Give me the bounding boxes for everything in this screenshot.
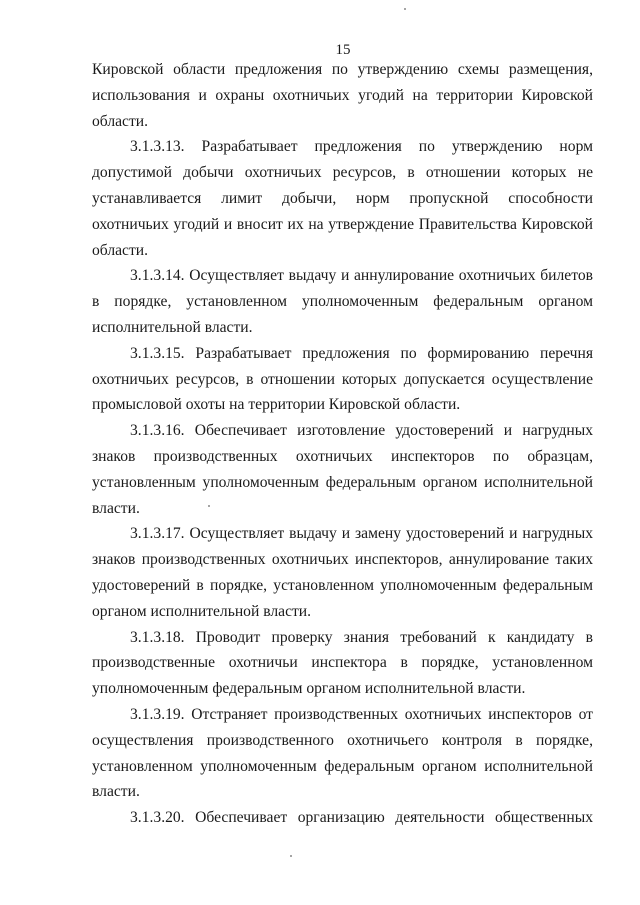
paragraph-3-1-3-16: 3.1.3.16. Обеспечивает изготовление удостоверений и нагрудных знаков производственных охотничьих инспекторов по образцам, установленным уполномоченным федеральным органом исполнительной власти. xyxy=(92,422,593,517)
paragraph-3-1-3-15: 3.1.3.15. Разрабатывает предложения по формированию перечня охотничьих ресурсов, в отношении которых допускается осуществление промысловой охоты на территории Кировской области. xyxy=(92,344,593,414)
scan-speck xyxy=(290,855,292,857)
scan-speck xyxy=(208,505,210,507)
paragraph-3-1-3-18: 3.1.3.18. Проводит проверку знания требований к кандидату в производственные охотничьи инспектора в порядке, установленном уполномоченным федеральным органом исполнительной власти. xyxy=(92,628,593,698)
paragraph-3-1-3-17: 3.1.3.17. Осуществляет выдачу и замену удостоверений и нагрудных знаков производственных охотничьих инспекторов, аннулирование таких удостоверений в порядке, установленном уполномоченным федеральным органом исполнительной власти. xyxy=(92,525,593,620)
scan-speck xyxy=(404,8,406,10)
page-number: 15 xyxy=(335,42,351,58)
document-body xyxy=(92,57,593,831)
paragraph-3-1-3-19: 3.1.3.19. Отстраняет производственных охотничьих инспекторов от осуществления производственного охотничьего контроля в порядке, установленном уполномоченным федеральным органом исполнительной власти. xyxy=(92,705,593,801)
paragraph-3-1-3-13: 3.1.3.13. Разрабатывает предложения по утверждению норм допустимой добычи охотничьих ресурсов, в отношении которых не устанавливается лимит добычи, норм пропускной способности охотничьих угодий и вносит их на утверждение Правительства Кировской области. xyxy=(92,138,593,259)
paragraph-continuation: Кировской области предложения по утверждению схемы размещения, использования и охраны охотничьих угодий на территории Кировской области. xyxy=(92,61,593,130)
paragraph-3-1-3-14: 3.1.3.14. Осуществляет выдачу и аннулирование охотничьих билетов в порядке, установленном уполномоченным федеральным органом исполнительной власти. xyxy=(92,267,593,336)
paragraph-3-1-3-20: 3.1.3.20. Обеспечивает организацию деятельности общественных xyxy=(130,809,593,827)
